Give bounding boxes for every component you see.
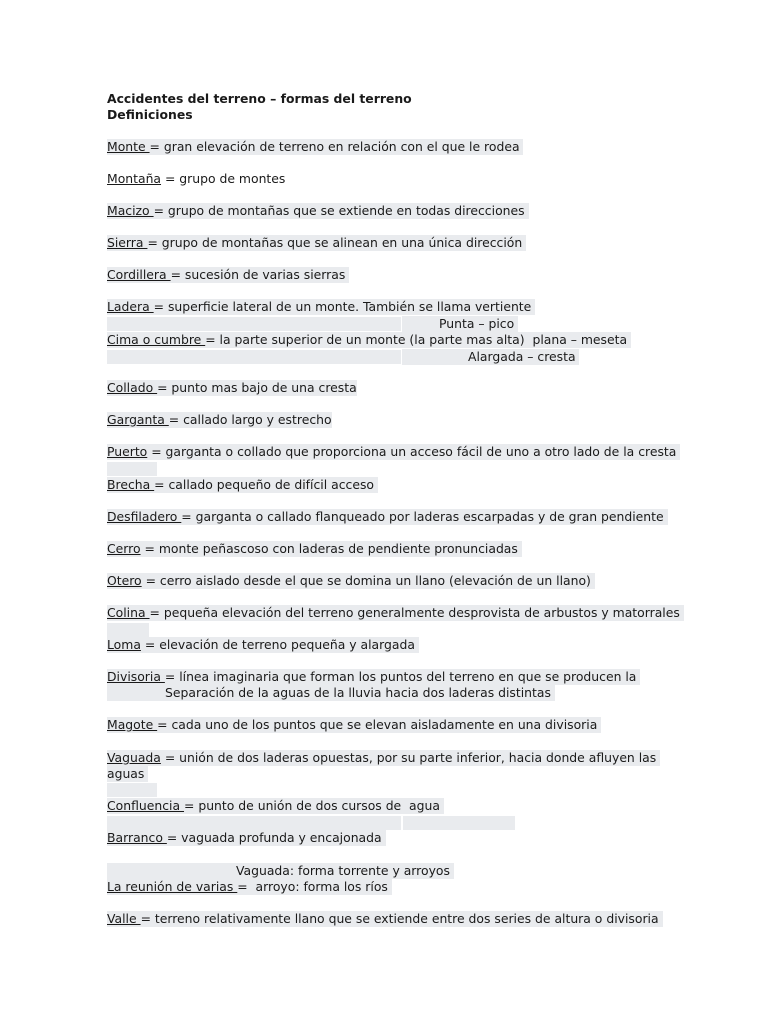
term: Collado bbox=[107, 380, 158, 395]
entry-macizo bbox=[107, 203, 529, 219]
highlight-block bbox=[107, 816, 401, 830]
entry-desfiladero bbox=[107, 509, 668, 525]
term: Puerto bbox=[107, 444, 148, 459]
document-title: Accidentes del terreno – formas del terreno bbox=[107, 91, 412, 106]
definition: = grupo de montañas que se extiende en todas direcciones bbox=[153, 203, 529, 218]
entry-confluencia bbox=[107, 798, 444, 814]
term: Colina bbox=[107, 605, 150, 620]
term: Cerro bbox=[107, 541, 141, 556]
definition: = callado pequeño de difícil acceso bbox=[154, 477, 378, 492]
highlight-block bbox=[403, 816, 515, 830]
entry-puerto bbox=[107, 444, 680, 460]
definition: = punto mas bajo de una cresta bbox=[157, 380, 357, 395]
entry-otero bbox=[107, 573, 595, 589]
term: Sierra bbox=[107, 235, 148, 250]
term: Garganta bbox=[107, 412, 169, 427]
definition: = vaguada profunda y encajonada bbox=[166, 830, 386, 845]
entry-alargada: Alargada – cresta bbox=[402, 349, 579, 365]
highlight-block bbox=[107, 350, 401, 364]
definition: = grupo de montañas que se alinean en una única dirección bbox=[147, 235, 527, 250]
entry-colina bbox=[107, 605, 684, 621]
term: Magote bbox=[107, 717, 158, 732]
term: Desfiladero bbox=[107, 509, 182, 524]
term: Valle bbox=[107, 911, 141, 926]
definition: = unión de dos laderas opuestas, por su parte inferior, hacia donde afluyen las bbox=[160, 750, 661, 765]
entry-sierra bbox=[107, 235, 526, 251]
entry-monte bbox=[107, 139, 523, 155]
highlight-block bbox=[107, 317, 401, 331]
term: Divisoria bbox=[107, 669, 165, 684]
definition: = cerro aislado desde el que se domina un llano (elevación de un llano) bbox=[141, 573, 595, 588]
entry-barranco bbox=[107, 830, 386, 846]
term: Macizo bbox=[107, 203, 154, 218]
definition: = punto de unión de dos cursos de agua bbox=[184, 798, 444, 813]
definition: = sucesión de varias sierras bbox=[170, 267, 350, 282]
term: Otero bbox=[107, 573, 142, 588]
entry-garganta bbox=[107, 412, 332, 428]
definition: = línea imaginaria que forman los puntos del terreno en que se producen la bbox=[164, 669, 641, 684]
definition: = terreno relativamente llano que se extiende entre dos series de altura o divisoria bbox=[140, 911, 663, 926]
term: Vaguada bbox=[107, 750, 161, 765]
entry-collado bbox=[107, 380, 357, 396]
entry-vaguada-forma: Vaguada: forma torrente y arroyos bbox=[107, 863, 454, 879]
entry-cima bbox=[107, 332, 631, 348]
definition: = elevación de terreno pequeña y alargada bbox=[140, 637, 419, 652]
entry-ladera bbox=[107, 299, 535, 315]
entry-montana bbox=[107, 171, 285, 187]
term: Cima o cumbre bbox=[107, 332, 206, 347]
definition: = la parte superior de un monte (la parte mas alta) plana – meseta bbox=[205, 332, 632, 347]
definition: = arroyo: forma los ríos bbox=[237, 879, 392, 894]
entry-cordillera bbox=[107, 267, 349, 283]
entry-reunion bbox=[107, 879, 392, 895]
highlight-block bbox=[107, 623, 149, 637]
entry-brecha bbox=[107, 477, 378, 493]
definition: = grupo de montes bbox=[161, 171, 286, 186]
entry-valle bbox=[107, 911, 663, 927]
entry-loma bbox=[107, 637, 419, 653]
highlight-block bbox=[107, 783, 157, 797]
term: Montaña bbox=[107, 171, 162, 186]
term: Loma bbox=[107, 637, 141, 652]
term: Ladera bbox=[107, 299, 154, 314]
entry-vaguada-continuation: aguas bbox=[107, 766, 149, 781]
definition: = cada uno de los puntos que se elevan aisladamente en una divisoria bbox=[157, 717, 602, 732]
term: Cordillera bbox=[107, 267, 171, 282]
document-subtitle: Definiciones bbox=[107, 107, 193, 122]
definition: = callado largo y estrecho bbox=[168, 412, 332, 427]
entry-divisoria-continuation: Separación de la aguas de la lluvia hacia dos laderas distintas bbox=[107, 685, 555, 701]
definition: = monte peñascoso con laderas de pendiente pronunciadas bbox=[140, 541, 522, 556]
entry-punta: Punta – pico bbox=[402, 316, 518, 332]
definition: = garganta o callado flanqueado por laderas escarpadas y de gran pendiente bbox=[181, 509, 668, 524]
highlight-block bbox=[107, 462, 157, 476]
entry-magote bbox=[107, 717, 601, 733]
entry-vaguada bbox=[107, 750, 660, 766]
definition: = gran elevación de terreno en relación con el que le rodea bbox=[149, 139, 524, 154]
definition: = garganta o collado que proporciona un acceso fácil de uno a otro lado de la cresta bbox=[147, 444, 681, 459]
definition: = superficie lateral de un monte. También se llama vertiente bbox=[153, 299, 536, 314]
entry-divisoria bbox=[107, 669, 640, 685]
term: Confluencia bbox=[107, 798, 185, 813]
term: Brecha bbox=[107, 477, 155, 492]
term: La reunión de varias bbox=[107, 879, 238, 894]
entry-cerro bbox=[107, 541, 522, 557]
definition: = pequeña elevación del terreno generalmente desprovista de arbustos y matorrales bbox=[149, 605, 684, 620]
term: Barranco bbox=[107, 830, 167, 845]
term: Monte bbox=[107, 139, 150, 154]
